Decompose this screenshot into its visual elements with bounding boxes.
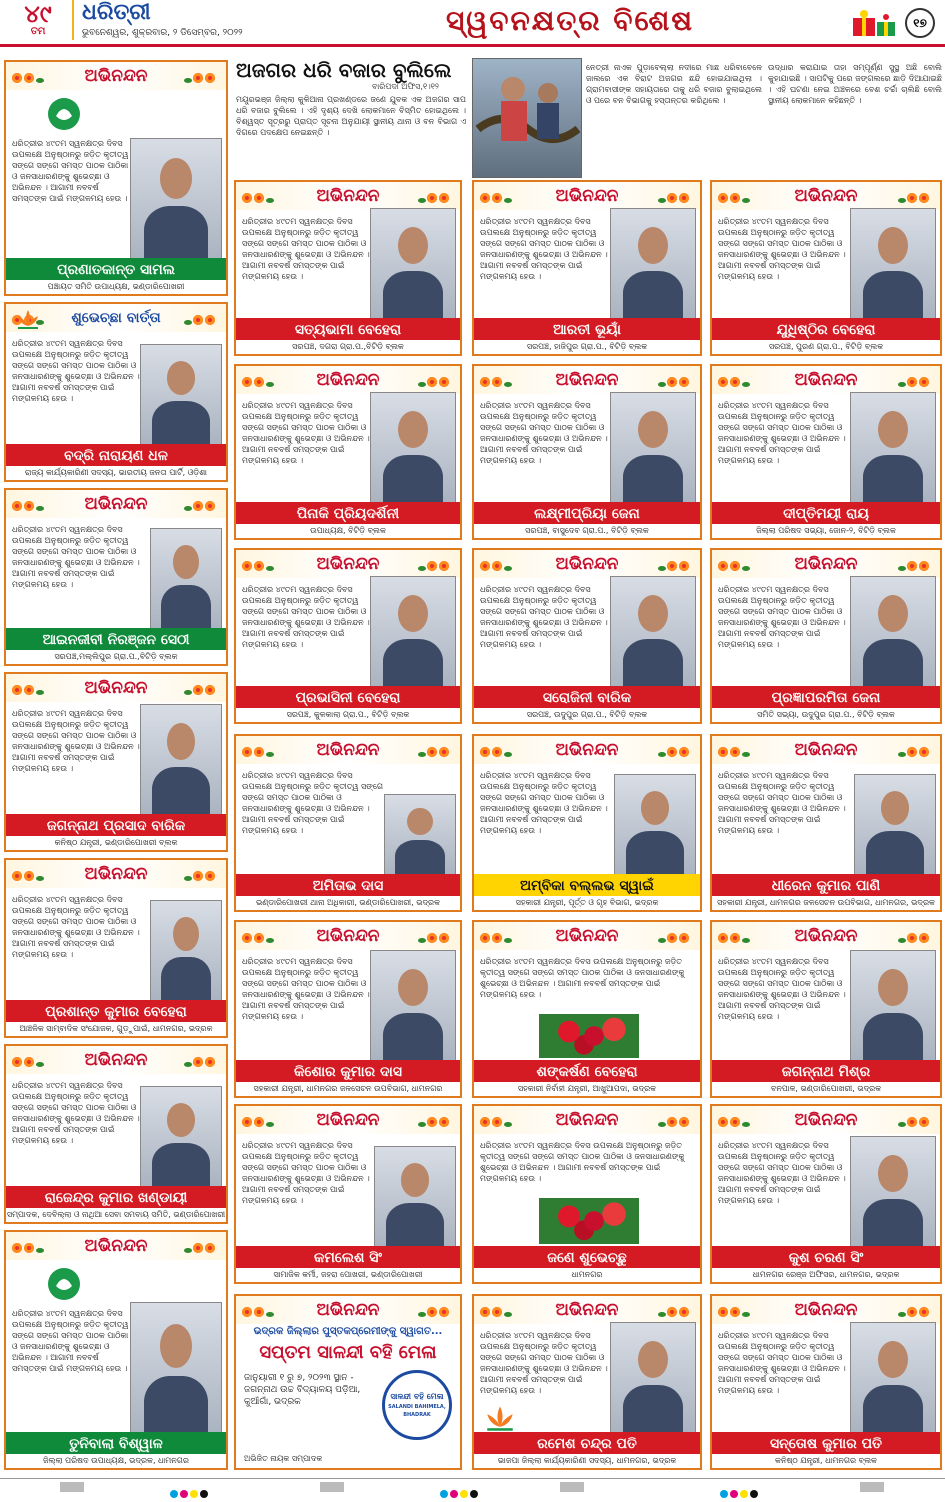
portrait-photo [610, 392, 696, 504]
card-header [474, 922, 700, 950]
flower-icon [242, 928, 278, 944]
greeting-card [472, 364, 702, 540]
flower-icon [480, 1112, 516, 1128]
person-name: ପ୍ରଜ୍ଞାପରମିତା ଜେନା [712, 686, 940, 710]
flower-icon [184, 1052, 220, 1068]
paper-name: ଧରିତ୍ରୀ [82, 0, 151, 25]
fair-title: ସପ୍ତମ ସାଳନ୍ଦୀ ବହି ମେଳା [259, 1342, 437, 1363]
color-registration-mark [720, 1483, 760, 1491]
card-message: ଧରିତ୍ରୀର ୪୯ତମ ସ୍ୱନକ୍ଷତ୍ର ଦିବସ ଉପଲକ୍ଷେ ଅନୁଷ୍ଠାନରୁ ଜଡ଼ିତ କୃତୀତ୍ୱ ସଙ୍ଗେ ସଙ୍ଗେ ସମସ୍ତ ପାଠକ ପାଠିକା ଓ ଜନସାଧାରଣଙ୍କୁ ଶୁଭେଚ୍ଛା ଓ ଅଭିନନ୍ଦନ । ଆଗାମୀ ନବବର୍ଷ ସମସ୍ତଙ୍କ ପାଇଁ ମଙ୍ଗଳମୟ ହେଉ । [12, 339, 140, 403]
person-designation: ଜିଲ୍ଲା ପରିଷଦ ସଭ୍ୟା, ଜୋନ-୨, ବିଟିଡ଼ି ବ୍ଲକ [712, 524, 940, 538]
greeting-card [234, 920, 462, 1098]
card-title: ଅଭିନନ୍ଦନ [794, 370, 858, 390]
flower-icon [12, 680, 48, 696]
flower-icon [184, 680, 220, 696]
card-header [236, 1106, 460, 1134]
portrait-photo [370, 576, 456, 688]
portrait-photo [850, 392, 936, 504]
print-registration-bar [0, 1478, 945, 1495]
card-header [474, 736, 700, 764]
color-registration-mark [170, 1483, 210, 1491]
greeting-card [472, 548, 702, 724]
card-header [236, 182, 460, 210]
news-photo [472, 58, 582, 178]
card-header [474, 366, 700, 394]
portrait-photo [370, 208, 456, 320]
person-designation: ସରପଞ୍ଚ, ହାଜିପୁର ଗ୍ରା.ପ., ବିଟିଡ଼ି ବ୍ଲକ [474, 340, 700, 354]
card-message: ଧରିତ୍ରୀର ୪୯ତମ ସ୍ୱନକ୍ଷତ୍ର ଦିବସ ଉପଲକ୍ଷେ ଅନୁଷ୍ଠାନରୁ ଜଡ଼ିତ କୃତୀତ୍ୱ ସଙ୍ଗେ ସଙ୍ଗେ ସମସ୍ତ ପାଠକ ପାଠିକା ଓ ଜନସାଧାରଣଙ୍କୁ ଶୁଭେଚ୍ଛା ଓ ଅଭିନନ୍ଦନ । ଆଗାମୀ ନବବର୍ଷ ସମସ୍ତଙ୍କ ପାଇଁ ମଙ୍ଗଳମୟ ହେଉ । [12, 1309, 129, 1373]
portrait-photo [140, 704, 222, 816]
portrait-photo [150, 528, 222, 630]
card-message: ଧରିତ୍ରୀର ୪୯ତମ ସ୍ୱନକ୍ଷତ୍ର ଦିବସ ଉପଲକ୍ଷେ ଅନୁଷ୍ଠାନରୁ ଜଡ଼ିତ କୃତୀତ୍ୱ ସଙ୍ଗେ ସଙ୍ଗେ ସମସ୍ତ ପାଠକ ପାଠିକା ଓ ଜନସାଧାରଣଙ୍କୁ ଶୁଭେଚ୍ଛା ଓ ଅଭିନନ୍ଦନ । ଆଗାମୀ ନବବର୍ଷ ସମସ୍ତଙ୍କ ପାଇଁ ମଙ୍ଗଳମୟ ହେଉ । [480, 771, 608, 835]
person-name: ଜଣେ ଶୁଭେଚ୍ଛୁ [474, 1246, 700, 1270]
flower-icon [658, 742, 694, 758]
person-name: କମଲେଶ ସିଂ [236, 1246, 460, 1270]
card-title: ଅଭିନନ୍ଦନ [316, 554, 380, 574]
card-message: ଧରିତ୍ରୀର ୪୯ତମ ସ୍ୱନକ୍ଷତ୍ର ଦିବସ ଉପଲକ୍ଷେ ଅନୁଷ୍ଠାନରୁ ଜଡ଼ିତ କୃତୀତ୍ୱ ସଙ୍ଗେ ସଙ୍ଗେ ସମସ୍ତ ପାଠକ ପାଠିକା ଓ ଜନସାଧାରଣଙ୍କୁ ଶୁଭେଚ୍ଛା ଓ ଅଭିନନ୍ଦନ । ଆଗାମୀ ନବବର୍ଷ ସମସ୍ତଙ୍କ ପାଇଁ ମଙ୍ଗଳମୟ ହେଉ । [718, 957, 846, 1021]
person-name: ପ୍ରଭାସିନୀ ବେହେରା [236, 686, 460, 710]
card-header [474, 1296, 700, 1324]
card-message: ଧରିତ୍ରୀର ୪୯ତମ ସ୍ୱନକ୍ଷତ୍ର ଦିବସ ଉପଲକ୍ଷେ ଅନୁଷ୍ଠାନରୁ ଜଡ଼ିତ କୃତୀତ୍ୱ ସଙ୍ଗେ ସଙ୍ଗେ ସମସ୍ତ ପାଠକ ପାଠିକା ଓ ଜନସାଧାରଣଙ୍କୁ ଶୁଭେଚ୍ଛା ଓ ଅଭିନନ୍ଦନ । ଆଗାମୀ ନବବର୍ଷ ସମସ୍ତଙ୍କ ପାଇଁ ମଙ୍ଗଳମୟ ହେଉ । [242, 217, 370, 281]
greeting-card [4, 488, 228, 666]
card-header [712, 182, 940, 210]
person-designation: ଉପାଧ୍ୟକ୍ଷ, ବିଟିଡ଼ି ବ୍ଲକ [236, 524, 460, 538]
flower-icon [418, 742, 454, 758]
card-header [474, 550, 700, 578]
edition-word: ତମ [30, 26, 46, 37]
edition-number: ୪୯ [24, 0, 52, 28]
card-message: ଧରିତ୍ରୀର ୪୯ତମ ସ୍ୱନକ୍ଷତ୍ର ଦିବସ ଉପଲକ୍ଷେ ଅନୁଷ୍ଠାନରୁ ଜଡ଼ିତ କୃତୀତ୍ୱ ସଙ୍ଗେ ସଙ୍ଗେ ସମସ୍ତ ପାଠକ ପାଠିକା ଓ ଜନସାଧାରଣଙ୍କୁ ଶୁଭେଚ୍ଛା ଓ ଅଭିନନ୍ଦନ । ଆଗାମୀ ନବବର୍ଷ ସମସ୍ତଙ୍କ ପାଇଁ ମଙ୍ଗଳମୟ ହେଉ । [480, 1141, 685, 1183]
masthead [0, 0, 945, 47]
page-number: ୧୭ [905, 8, 935, 38]
rose-bouquet-icon [539, 1198, 639, 1244]
flower-icon [480, 372, 516, 388]
person-designation: ସହକାରୀ ନିର୍ବାହୀ ଯନ୍ତ୍ରୀ, ଆଖୁଆପଦା, ଭଦ୍ରକ [474, 1082, 700, 1096]
person-name: ଶଙ୍କର୍ଷଣ ବେହେରା [474, 1060, 700, 1084]
person-name: ଅମିତାଭ ଦାସ [236, 874, 460, 898]
card-header [6, 1046, 226, 1074]
news-body-col3: ଉଦ୍ଧାର କରାଯାଇ ତାହା ସମ୍ପୂର୍ଣ୍ଣ ସୁସ୍ଥ ଅଛି ବୋଲି କୁହାଯାଇଛି । ସାପଟିକୁ ପରେ ଜଙ୍ଗଲରେ ଛାଡ଼ି ଦିଆଯାଇଛି । ଏହି ଘଟଣା ନେଇ ଅଞ୍ଚଳରେ ବେଶ ଚର୍ଚ୍ଚା ଚାଲିଛି ବୋଲି ସ୍ଥାନୀୟ ଲୋକମାନେ କହିଛନ୍ତି । [768, 63, 942, 105]
person-name: ଅମ୍ବିକା ବଲ୍ଲଭ ସ୍ୱାଇଁ [474, 874, 700, 898]
flower-icon [718, 372, 754, 388]
card-header [712, 366, 940, 394]
flower-icon [12, 866, 48, 882]
flower-icon [718, 742, 754, 758]
flower-icon [418, 1112, 454, 1128]
card-title: ଅଭିନନ୍ଦନ [84, 1050, 148, 1070]
portrait-photo [850, 1136, 936, 1248]
card-title: ଅଭିନନ୍ଦନ [794, 1300, 858, 1320]
person-designation: ସହକାରୀ ଯନ୍ତ୍ରୀ, ଧାମନଗର ଜଳସେଚନ ଉପବିଭାଗ, ଧାମନଗର [236, 1082, 460, 1096]
card-title: ଅଭିନନ୍ଦନ [84, 494, 148, 514]
card-message: ଧରିତ୍ରୀର ୪୯ତମ ସ୍ୱନକ୍ଷତ୍ର ଦିବସ ଉପଲକ୍ଷେ ଅନୁଷ୍ଠାନରୁ ଜଡ଼ିତ କୃତୀତ୍ୱ ସଙ୍ଗେ ସଙ୍ଗେ ସମସ୍ତ ପାଠକ ପାଠିକା ଓ ଜନସାଧାରଣଙ୍କୁ ଶୁଭେଚ୍ଛା ଓ ଅଭିନନ୍ଦନ । ଆଗାମୀ ନବବର୍ଷ ସମସ୍ତଙ୍କ ପାଇଁ ମଙ୍ଗଳମୟ ହେଉ । [480, 217, 608, 281]
portrait-photo [370, 950, 456, 1062]
flower-icon [718, 1112, 754, 1128]
portrait-photo [610, 576, 696, 688]
person-name: ଦୀପ୍ତିମୟୀ ରାୟ [712, 502, 940, 526]
flower-icon [658, 928, 694, 944]
card-header [236, 366, 460, 394]
person-designation: ସରପଞ୍ଚ,ମଲ୍ଲିପୁର ଗ୍ରା.ପ.,ବିଟିଡ଼ି ବ୍ଲକ [6, 650, 226, 664]
snake-photo-icon [473, 59, 581, 177]
person-name: ରମେଶ ଚନ୍ଦ୍ର ପତି [474, 1432, 700, 1456]
person-designation: ଧାମନଗର ରେଞ୍ଜ ଅଫିସର, ଧାମନଗର, ଭଦ୍ରକ [712, 1268, 940, 1282]
portrait-photo [850, 1322, 936, 1434]
grey-swatch [560, 1482, 584, 1492]
book-fair-logo [382, 1370, 452, 1440]
flower-icon [658, 1112, 694, 1128]
flower-icon [898, 372, 934, 388]
person-designation: ଭଣ୍ଡାରିପୋଖରୀ ଥାନା ଅଧିକାରୀ, ଭଣ୍ଡାରିପୋଖରୀ, ଭଦ୍ରକ [236, 896, 460, 910]
greeting-card [4, 858, 228, 1038]
portrait-photo [850, 950, 936, 1062]
greeting-card [4, 1044, 228, 1224]
flower-icon [12, 1238, 48, 1254]
card-header [712, 1106, 940, 1134]
person-name: ଜଗନ୍ନାଥ ମିଶ୍ର [712, 1060, 940, 1084]
card-header [236, 550, 460, 578]
greeting-card [234, 180, 462, 356]
card-header [712, 736, 940, 764]
logo-text: ସାଳନ୍ଦୀ ବହି ମେଳା [390, 1392, 444, 1401]
date-line: ଭୁବନେଶ୍ୱର, ଶୁକ୍ରବାର, ୨ ଡିସେମ୍ବର, ୨୦୨୨ [82, 28, 243, 38]
card-title: ଅଭିନନ୍ଦନ [794, 926, 858, 946]
card-title: ଅଭିନନ୍ଦନ [316, 1110, 380, 1130]
card-title: ଅଭିନନ୍ଦନ [555, 1300, 619, 1320]
flower-icon [242, 1302, 278, 1318]
person-designation: ସମିତି ସଭ୍ୟା, ଉଦୁପୁର ଗ୍ରା.ପ., ବିଟିଡ଼ି ବ୍ଲକ [712, 708, 940, 722]
card-message: ଧରିତ୍ରୀର ୪୯ତମ ସ୍ୱନକ୍ଷତ୍ର ଦିବସ ଉପଲକ୍ଷେ ଅନୁଷ୍ଠାନରୁ ଜଡ଼ିତ କୃତୀତ୍ୱ ସଙ୍ଗେ ସଙ୍ଗେ ସମସ୍ତ ପାଠକ ପାଠିକା ଓ ଜନସାଧାରଣଙ୍କୁ ଶୁଭେଚ୍ଛା ଓ ଅଭିନନ୍ଦନ । ଆଗାମୀ ନବବର୍ଷ ସମସ୍ତଙ୍କ ପାଇଁ ମଙ୍ଗଳମୟ ହେଉ । [480, 957, 685, 999]
card-message: ଧରିତ୍ରୀର ୪୯ତମ ସ୍ୱନକ୍ଷତ୍ର ଦିବସ ଉପଲକ୍ଷେ ଅନୁଷ୍ଠାନରୁ ଜଡ଼ିତ କୃତୀତ୍ୱ ସଙ୍ଗେ ସଙ୍ଗେ ସମସ୍ତ ପାଠକ ପାଠିକା ଓ ଜନସାଧାରଣଙ୍କୁ ଶୁଭେଚ୍ଛା ଓ ଅଭିନନ୍ଦନ । ଆଗାମୀ ନବବର୍ଷ ସମସ୍ତଙ୍କ ପାଇଁ ମଙ୍ଗଳମୟ ହେଉ । [480, 585, 608, 649]
card-message: ଧରିତ୍ରୀର ୪୯ତମ ସ୍ୱନକ୍ଷତ୍ର ଦିବସ ଉପଲକ୍ଷେ ଅନୁଷ୍ଠାନରୁ ଜଡ଼ିତ କୃତୀତ୍ୱ ସଙ୍ଗେ ସଙ୍ଗେ ସମସ୍ତ ପାଠକ ପାଠିକା ଓ ଜନସାଧାରଣଙ୍କୁ ଶୁଭେଚ୍ଛା ଓ ଅଭିନନ୍ଦନ । ଆଗାମୀ ନବବର୍ଷ ସମସ୍ତଙ୍କ ପାଇଁ ମଙ୍ଗଳମୟ ହେଉ । [242, 585, 370, 649]
flower-icon [898, 556, 934, 572]
grey-swatch [320, 1482, 344, 1492]
person-name: ପ୍ରଶାନ୍ତ କୁମାର ବେହେରା [6, 1000, 226, 1024]
flower-icon [718, 928, 754, 944]
card-title: ଅଭିନନ୍ଦନ [316, 186, 380, 206]
card-title: ଅଭିନନ୍ଦନ [555, 926, 619, 946]
greeting-card [472, 1104, 702, 1284]
portrait-photo [610, 1322, 696, 1434]
portrait-photo [384, 794, 456, 876]
card-message: ଧରିତ୍ରୀର ୪୯ତମ ସ୍ୱନକ୍ଷତ୍ର ଦିବସ ଉପଲକ୍ଷେ ଅନୁଷ୍ଠାନରୁ ଜଡ଼ିତ କୃତୀତ୍ୱ ସଙ୍ଗେ ସଙ୍ଗେ ସମସ୍ତ ପାଠକ ପାଠିକା ଓ ଜନସାଧାରଣଙ୍କୁ ଶୁଭେଚ୍ଛା ଓ ଅଭିନନ୍ଦନ । ଆଗାମୀ ନବବର୍ଷ ସମସ୍ତଙ୍କ ପାଇଁ ମଙ୍ଗଳମୟ ହେଉ । [12, 895, 140, 959]
person-name: ସତ୍ୟଭାମା ବେହେରା [236, 318, 460, 342]
flower-icon [418, 372, 454, 388]
person-name: ଯୁଧିଷ୍ଠିର ବେହେରା [712, 318, 940, 342]
logo-subtext: SALANDI BAHIMELA, BHADRAK [388, 1404, 446, 1418]
greeting-card [234, 548, 462, 724]
grey-swatch [60, 1482, 84, 1492]
card-message: ଧରିତ୍ରୀର ୪୯ତମ ସ୍ୱନକ୍ଷତ୍ର ଦିବସ ଉପଲକ୍ଷେ ଅନୁଷ୍ଠାନରୁ ଜଡ଼ିତ କୃତୀତ୍ୱ ସଙ୍ଗେ ସଙ୍ଗେ ସମସ୍ତ ପାଠକ ପାଠିକା ଓ ଜନସାଧାରଣଙ୍କୁ ଶୁଭେଚ୍ଛା ଓ ଅଭିନନ୍ଦନ । ଆଗାମୀ ନବବର୍ଷ ସମସ୍ତଙ୍କ ପାଇଁ ମଙ୍ଗଳମୟ ହେଉ । [12, 1081, 140, 1145]
card-title: ଅଭିନନ୍ଦନ [794, 554, 858, 574]
flower-icon [658, 188, 694, 204]
flower-icon [480, 742, 516, 758]
card-header [474, 1106, 700, 1134]
greeting-card [472, 1294, 702, 1470]
portrait-photo [140, 1086, 222, 1188]
flower-icon [242, 556, 278, 572]
person-designation: ସାମାଜିକ କର୍ମୀ, ଜହରା ପୋଖରୀ, ଭଣ୍ଡାରିପୋଖରୀ [236, 1268, 460, 1282]
flower-icon [480, 1302, 516, 1318]
person-name: ଆରତୀ ଭୂୟାଁ [474, 318, 700, 342]
flower-icon [184, 310, 220, 326]
flower-icon [480, 556, 516, 572]
flower-icon [242, 372, 278, 388]
person-name: ସରୋଜିନୀ ବାରିକ [474, 686, 700, 710]
card-title: ଅଭିନନ୍ଦନ [794, 740, 858, 760]
person-name: ସନ୍ତୋଷ କୁମାର ପତି [712, 1432, 940, 1456]
person-designation: ପଞ୍ଚାୟତ ସମିତି ଉପାଧ୍ୟକ୍ଷ, ଭଣ୍ଡାରିପୋଖରୀ [6, 280, 226, 294]
news-dateline: ବାରିପଦା ଅଫିସ,୧।୧୨ [372, 82, 439, 91]
news-headline: ଅଜଗର ଧରି ବଜାର ବୁଲିଲେ [236, 58, 452, 82]
card-message: ଧରିତ୍ରୀର ୪୯ତମ ସ୍ୱନକ୍ଷତ୍ର ଦିବସ ଉପଲକ୍ଷେ ଅନୁଷ୍ଠାନରୁ ଜଡ଼ିତ କୃତୀତ୍ୱ ସଙ୍ଗେ ସଙ୍ଗେ ସମସ୍ତ ପାଠକ ପାଠିକା ଓ ଜନସାଧାରଣଙ୍କୁ ଶୁଭେଚ୍ଛା ଓ ଅଭିନନ୍ଦନ । ଆଗାମୀ ନବବର୍ଷ ସମସ୍ତଙ୍କ ପାଇଁ ମଙ୍ଗଳମୟ ହେଉ । [12, 709, 140, 773]
flower-icon [658, 556, 694, 572]
person-name: ବଦ୍ରି ନାରାୟଣ ଧଳ [6, 444, 226, 468]
greeting-card [710, 548, 942, 724]
portrait-photo [150, 900, 222, 1002]
greeting-card [4, 1230, 228, 1470]
rose-bouquet-icon [539, 1014, 639, 1058]
card-title: ଅଭିନନ୍ଦନ [316, 370, 380, 390]
conch-logo-icon [46, 96, 82, 132]
greeting-card [4, 672, 228, 852]
card-header [6, 1232, 226, 1260]
card-header [712, 1296, 940, 1324]
card-title: ଅଭିନନ୍ଦନ [555, 1110, 619, 1130]
person-designation: ସହକାରୀ ଯନ୍ତ୍ରୀ, ଧାମନଗର ଜଳସେଚନ ଉପବିଭାଗ, ଧାମନଗର, ଭଦ୍ରକ [712, 896, 940, 910]
card-title: ଅଭିନନ୍ଦନ [794, 1110, 858, 1130]
flower-icon [184, 496, 220, 512]
card-title: ଅଭିନନ୍ଦନ [555, 740, 619, 760]
greeting-card [4, 302, 228, 482]
person-designation: ଆଞ୍ଚଳିକ ସାମ୍ବାଦିକ ସଂଯୋଜକ, ଗୁଡ଼ୁପାଇଁ, ଧାମନଗର, ଭଦ୍ରକ [6, 1022, 226, 1036]
person-designation: ସହକାରୀ ଯନ୍ତ୍ରୀ, ପୂର୍ତ୍ତ ଓ ଗୃହ ବିଭାଗ, ଭଦ୍ରକ [474, 896, 700, 910]
greeting-card [472, 920, 702, 1098]
person-designation: ଭାଜପା ଜିଲ୍ଲା କାର୍ଯ୍ୟକାରିଣୀ ସଦସ୍ୟ, ଧାମନଗର, ଭଦ୍ରକ [474, 1454, 700, 1468]
card-title: ଅଭିନନ୍ଦନ [84, 66, 148, 86]
person-designation: କନିଷ୍ଠ ଯନ୍ତ୍ରୀ, ଧାମନଗର ବ୍ଲକ [712, 1454, 940, 1468]
person-name: ଜଗନ୍ନାଥ ପ୍ରସାଦ ବାରିକ [6, 814, 226, 838]
person-designation: କନିଷ୍ଠ ଯନ୍ତ୍ରୀ, ଭଣ୍ଡାରିପୋଖରୀ ବ୍ଲକ [6, 836, 226, 850]
card-message: ଧରିତ୍ରୀର ୪୯ତମ ସ୍ୱନକ୍ଷତ୍ର ଦିବସ ଉପଲକ୍ଷେ ଅନୁଷ୍ଠାନରୁ ଜଡ଼ିତ କୃତୀତ୍ୱ ସଙ୍ଗେ ସଙ୍ଗେ ସମସ୍ତ ପାଠକ ପାଠିକା ଓ ଜନସାଧାରଣଙ୍କୁ ଶୁଭେଚ୍ଛା ଓ ଅଭିନନ୍ଦନ । ଆଗାମୀ ନବବର୍ଷ ସମସ୍ତଙ୍କ ପାଇଁ ମଙ୍ଗଳମୟ ହେଉ । [718, 1331, 846, 1395]
greeting-card [710, 1104, 942, 1284]
book-fair-ad [234, 1294, 462, 1470]
greeting-card [4, 60, 228, 296]
person-name: ଲକ୍ଷ୍ମୀପ୍ରିୟା ଜେନା [474, 502, 700, 526]
person-designation: ବନପାଳ, ଭଣ୍ଡାରିପୋଖରୀ, ଭଦ୍ରକ [712, 1082, 940, 1096]
card-title: ଅଭିନନ୍ଦନ [794, 186, 858, 206]
greeting-card [234, 1104, 462, 1284]
person-name: କିଶୋର କୁମାର ଦାସ [236, 1060, 460, 1084]
flower-icon [898, 1302, 934, 1318]
flower-icon [418, 188, 454, 204]
card-message: ଧରିତ୍ରୀର ୪୯ତମ ସ୍ୱନକ୍ଷତ୍ର ଦିବସ ଉପଲକ୍ଷେ ଅନୁଷ୍ଠାନରୁ ଜଡ଼ିତ କୃତୀତ୍ୱ ସଙ୍ଗେ ସଙ୍ଗେ ସମସ୍ତ ପାଠକ ପାଠିକା ଓ ଜନସାଧାରଣଙ୍କୁ ଶୁଭେଚ୍ଛା ଓ ଅଭିନନ୍ଦନ । ଆଗାମୀ ନବବର୍ଷ ସମସ୍ତଙ୍କ ପାଇଁ ମଙ୍ଗଳମୟ ହେଉ । [480, 401, 608, 465]
card-header [236, 736, 460, 764]
greeting-card [710, 734, 942, 912]
flower-icon [418, 556, 454, 572]
person-name: ଆଇନଜୀବୀ ନିରଞ୍ଜନ ସେଠୀ [6, 628, 226, 652]
card-header [6, 62, 226, 90]
card-title: ଅଭିନନ୍ଦନ [316, 1300, 380, 1320]
portrait-photo [610, 208, 696, 320]
lotus-logo-icon [14, 308, 42, 330]
card-title: ଅଭିନନ୍ଦନ [316, 926, 380, 946]
fair-footer: ଅଭିଜିତ ନାୟକ ସମ୍ପାଦକ [244, 1454, 323, 1463]
person-designation: ସରପଞ୍ଚ, ବାସୁଦେବ ଗ୍ରା.ପ., ବିଟିଡ଼ି ବ୍ଲକ [474, 524, 700, 538]
person-designation: ଜିଲ୍ଲା ପରିଷଦ ଉପାଧ୍ୟକ୍ଷ, ଭଦ୍ରକ, ଧାମନଗର [6, 1454, 226, 1468]
flower-icon [242, 1112, 278, 1128]
card-message: ଧରିତ୍ରୀର ୪୯ତମ ସ୍ୱନକ୍ଷତ୍ର ଦିବସ ଉପଲକ୍ଷେ ଅନୁଷ୍ଠାନରୁ ଜଡ଼ିତ କୃତୀତ୍ୱ ସଙ୍ଗେ ସଙ୍ଗେ ସମସ୍ତ ପାଠକ ପାଠିକା ଓ ଜନସାଧାରଣଙ୍କୁ ଶୁଭେଚ୍ଛା ଓ ଅଭିନନ୍ଦନ । ଆଗାମୀ ନବବର୍ଷ ସମସ୍ତଙ୍କ ପାଇଁ ମଙ୍ଗଳମୟ ହେଉ । [12, 139, 129, 203]
flower-icon [658, 1302, 694, 1318]
portrait-photo [854, 774, 936, 876]
card-message: ଧରିତ୍ରୀର ୪୯ତମ ସ୍ୱନକ୍ଷତ୍ର ଦିବସ ଉପଲକ୍ଷେ ଅନୁଷ୍ଠାନରୁ ଜଡ଼ିତ କୃତୀତ୍ୱ ସଙ୍ଗେ ସଙ୍ଗେ ସମସ୍ତ ପାଠକ ପାଠିକା ଓ ଜନସାଧାରଣଙ୍କୁ ଶୁଭେଚ୍ଛା ଓ ଅଭିନନ୍ଦନ । ଆଗାମୀ ନବବର୍ଷ ସମସ୍ତଙ୍କ ପାଇଁ ମଙ୍ଗଳମୟ ହେଉ । [718, 1141, 846, 1205]
flower-icon [12, 68, 48, 84]
portrait-photo [850, 576, 936, 688]
person-name: ପିନାକି ପ୍ରିୟଦର୍ଶିନୀ [236, 502, 460, 526]
greeting-card [710, 1294, 942, 1470]
flower-icon [718, 556, 754, 572]
page-title: ସ୍ୱବନକ୍ଷତ୍ର ବିଶେଷ [446, 4, 694, 37]
person-name: ଧୀରେନ କୁମାର ପାଣି [712, 874, 940, 898]
news-body-col1: ମୟୂରଭଞ୍ଜ ଜିଲ୍ଲା କୁଳିଆନା ପ୍ରଖଣ୍ଡରେ ଜଣେ ଯୁବକ ଏକ ଅଜଗର ସାପ ଧରି ବଜାର ବୁଲିଲେ । ଏହି ଦୃଶ୍ୟ ଦେଖି ଲୋକମାନେ ବିସ୍ମିତ ହୋଇଥିଲେ । ବିଶ୍ୱସ୍ତ ସୂତ୍ରରୁ ପ୍ରାପ୍ତ ସୂଚନା ଅନୁଯାୟୀ ସ୍ଥାନୀୟ ଥାନା ଓ ବନ ବିଭାଗ ଏ ଦିଗରେ ପଦକ୍ଷେପ ନେଇଛନ୍ତି । [236, 95, 466, 137]
person-designation: ରାଜ୍ୟ କାର୍ଯ୍ୟକାରିଣୀ ସଦସ୍ୟ, ଭାରତୀୟ ଜନତା ପାର୍ଟି, ଓଡ଼ିଶା [6, 466, 226, 480]
card-header [712, 550, 940, 578]
portrait-photo [370, 392, 456, 504]
greeting-card [710, 364, 942, 540]
gift-box-icon [849, 6, 899, 38]
greeting-card [710, 180, 942, 356]
portrait-photo [614, 774, 696, 876]
portrait-photo [374, 1146, 456, 1248]
flower-icon [480, 928, 516, 944]
person-designation: ସରପଞ୍ଚ, ପୁରଣ ଗ୍ରା.ପ., ବିଟିଡ଼ି ବ୍ଲକ [712, 340, 940, 354]
card-title: ଅଭିନନ୍ଦନ [555, 370, 619, 390]
flower-icon [718, 1302, 754, 1318]
color-registration-mark [440, 1483, 480, 1491]
paper-logo [72, 0, 304, 40]
greeting-card [234, 364, 462, 540]
flower-icon [184, 1238, 220, 1254]
news-article [232, 58, 944, 176]
person-designation: ସରପଞ୍ଚ, ଉଦୁପୁର ଗ୍ରା.ପ., ବିଟିଡ଼ି ବ୍ଲକ [474, 708, 700, 722]
flower-icon [12, 1052, 48, 1068]
card-title: ଅଭିନନ୍ଦନ [316, 740, 380, 760]
card-title: ଅଭିନନ୍ଦନ [84, 1236, 148, 1256]
flower-icon [184, 68, 220, 84]
flower-icon [898, 188, 934, 204]
person-designation: ଧାମନଗର [474, 1268, 700, 1282]
flower-icon [718, 188, 754, 204]
greeting-card [472, 180, 702, 356]
person-name: କୁଶ ଚରଣ ସିଂ [712, 1246, 940, 1270]
card-header [236, 1296, 460, 1324]
card-message: ଧରିତ୍ରୀର ୪୯ତମ ସ୍ୱନକ୍ଷତ୍ର ଦିବସ ଉପଲକ୍ଷେ ଅନୁଷ୍ଠାନରୁ ଜଡ଼ିତ କୃତୀତ୍ୱ ସଙ୍ଗେ ସଙ୍ଗେ ସମସ୍ତ ପାଠକ ପାଠିକା ଓ ଜନସାଧାରଣଙ୍କୁ ଶୁଭେଚ୍ଛା ଓ ଅଭିନନ୍ଦନ । ଆଗାମୀ ନବବର୍ଷ ସମସ୍ତଙ୍କ ପାଇଁ ମଙ୍ଗଳମୟ ହେଉ । [242, 957, 370, 1021]
flower-icon [418, 1302, 454, 1318]
greeting-card [472, 734, 702, 912]
flower-icon [184, 866, 220, 882]
card-message: ଧରିତ୍ରୀର ୪୯ତମ ସ୍ୱନକ୍ଷତ୍ର ଦିବସ ଉପଲକ୍ଷେ ଅନୁଷ୍ଠାନରୁ ଜଡ଼ିତ କୃତୀତ୍ୱ ସଙ୍ଗେ ସଙ୍ଗେ ସମସ୍ତ ପାଠକ ପାଠିକା ଓ ଜନସାଧାରଣଙ୍କୁ ଶୁଭେଚ୍ଛା ଓ ଅଭିନନ୍ଦନ । ଆଗାମୀ ନବବର୍ଷ ସମସ୍ତଙ୍କ ପାଇଁ ମଙ୍ଗଳମୟ ହେଉ । [242, 771, 383, 835]
card-message: ଧରିତ୍ରୀର ୪୯ତମ ସ୍ୱନକ୍ଷତ୍ର ଦିବସ ଉପଲକ୍ଷେ ଅନୁଷ୍ଠାନରୁ ଜଡ଼ିତ କୃତୀତ୍ୱ ସଙ୍ଗେ ସଙ୍ଗେ ସମସ୍ତ ପାଠକ ପାଠିକା ଓ ଜନସାଧାରଣଙ୍କୁ ଶୁଭେଚ୍ଛା ଓ ଅଭିନନ୍ଦନ । ଆଗାମୀ ନବବର୍ଷ ସମସ୍ତଙ୍କ ପାଇଁ ମଙ୍ଗଳମୟ ହେଉ । [718, 217, 846, 281]
greeting-card [234, 734, 462, 912]
portrait-photo [140, 344, 222, 446]
flower-icon [418, 928, 454, 944]
fair-invite: ଭଦ୍ରକ ଜିଲ୍ଲାର ପୁସ୍ତକପ୍ରେମୀଙ୍କୁ ସ୍ୱାଗତ... [253, 1326, 443, 1337]
card-header [236, 922, 460, 950]
card-header [712, 922, 940, 950]
card-message: ଧରିତ୍ରୀର ୪୯ତମ ସ୍ୱନକ୍ଷତ୍ର ଦିବସ ଉପଲକ୍ଷେ ଅନୁଷ୍ଠାନରୁ ଜଡ଼ିତ କୃତୀତ୍ୱ ସଙ୍ଗେ ସଙ୍ଗେ ସମସ୍ତ ପାଠକ ପାଠିକା ଓ ଜନସାଧାରଣଙ୍କୁ ଶୁଭେଚ୍ଛା ଓ ଅଭିନନ୍ଦନ । ଆଗାମୀ ନବବର୍ଷ ସମସ୍ତଙ୍କ ପାଇଁ ମଙ୍ଗଳମୟ ହେଉ । [480, 1331, 608, 1395]
greeting-card [710, 920, 942, 1098]
edition-badge [8, 2, 68, 40]
person-designation: ସରପଞ୍ଚ, କୁଳକାଲା ଗ୍ରା.ପ., ବିଟିଡ଼ି ବ୍ଲକ [236, 708, 460, 722]
card-title: ଶୁଭେଚ୍ଛା ବାର୍ତ୍ତା [71, 310, 161, 326]
flower-icon [898, 1112, 934, 1128]
card-title: ଅଭିନନ୍ଦନ [84, 678, 148, 698]
person-name: ତୁନିବାଲା ବିଶ୍ୱାଳ [6, 1432, 226, 1456]
card-message: ଧରିତ୍ରୀର ୪୯ତମ ସ୍ୱନକ୍ଷତ୍ର ଦିବସ ଉପଲକ୍ଷେ ଅନୁଷ୍ଠାନରୁ ଜଡ଼ିତ କୃତୀତ୍ୱ ସଙ୍ଗେ ସଙ୍ଗେ ସମସ୍ତ ପାଠକ ପାଠିକା ଓ ଜନସାଧାରଣଙ୍କୁ ଶୁଭେଚ୍ଛା ଓ ଅଭିନନ୍ଦନ । ଆଗାମୀ ନବବର୍ଷ ସମସ୍ତଙ୍କ ପାଇଁ ମଙ୍ଗଳମୟ ହେଉ । [718, 585, 846, 649]
person-name: ପ୍ରଣାତକାନ୍ତ ସାମଲ [6, 258, 226, 282]
card-title: ଅଭିନନ୍ଦନ [555, 554, 619, 574]
card-title: ଅଭିନନ୍ଦନ [555, 186, 619, 206]
card-message: ଧରିତ୍ରୀର ୪୯ତମ ସ୍ୱନକ୍ଷତ୍ର ଦିବସ ଉପଲକ୍ଷେ ଅନୁଷ୍ଠାନରୁ ଜଡ଼ିତ କୃତୀତ୍ୱ ସଙ୍ଗେ ସଙ୍ଗେ ସମସ୍ତ ପାଠକ ପାଠିକା ଓ ଜନସାଧାରଣଙ୍କୁ ଶୁଭେଚ୍ଛା ଓ ଅଭିନନ୍ଦନ । ଆଗାମୀ ନବବର୍ଷ ସମସ୍ତଙ୍କ ପାଇଁ ମଙ୍ଗଳମୟ ହେଉ । [718, 771, 846, 835]
card-header [6, 674, 226, 702]
card-message: ଧରିତ୍ରୀର ୪୯ତମ ସ୍ୱନକ୍ଷତ୍ର ଦିବସ ଉପଲକ୍ଷେ ଅନୁଷ୍ଠାନରୁ ଜଡ଼ିତ କୃତୀତ୍ୱ ସଙ୍ଗେ ସଙ୍ଗେ ସମସ୍ତ ପାଠକ ପାଠିକା ଓ ଜନସାଧାରଣଙ୍କୁ ଶୁଭେଚ୍ଛା ଓ ଅଭିନନ୍ଦନ । ଆଗାମୀ ନବବର୍ଷ ସମସ୍ତଙ୍କ ପାଇଁ ମଙ୍ଗଳମୟ ହେଉ । [242, 401, 370, 465]
grey-swatch [860, 1482, 884, 1492]
card-message: ଧରିତ୍ରୀର ୪୯ତମ ସ୍ୱନକ୍ଷତ୍ର ଦିବସ ଉପଲକ୍ଷେ ଅନୁଷ୍ଠାନରୁ ଜଡ଼ିତ କୃତୀତ୍ୱ ସଙ୍ଗେ ସଙ୍ଗେ ସମସ୍ତ ପାଠକ ପାଠିକା ଓ ଜନସାଧାରଣଙ୍କୁ ଶୁଭେଚ୍ଛା ଓ ଅଭିନନ୍ଦନ । ଆଗାମୀ ନବବର୍ଷ ସମସ୍ତଙ୍କ ପାଇଁ ମଙ୍ଗଳମୟ ହେଉ । [718, 401, 846, 465]
person-name: ରାଜେନ୍ଦ୍ର କୁମାର ଖଣ୍ଡାୟୀ [6, 1186, 226, 1210]
portrait-photo [130, 1302, 222, 1434]
person-designation: ସରପଞ୍ଚ, ଦଗରା ଗ୍ରା.ପ.,ବିଟିଡ଼ି ବ୍ଲକ [236, 340, 460, 354]
card-message: ଧରିତ୍ରୀର ୪୯ତମ ସ୍ୱନକ୍ଷତ୍ର ଦିବସ ଉପଲକ୍ଷେ ଅନୁଷ୍ଠାନରୁ ଜଡ଼ିତ କୃତୀତ୍ୱ ସଙ୍ଗେ ସଙ୍ଗେ ସମସ୍ତ ପାଠକ ପାଠିକା ଓ ଜନସାଧାରଣଙ୍କୁ ଶୁଭେଚ୍ଛା ଓ ଅଭିନନ୍ଦନ । ଆଗାମୀ ନବବର୍ଷ ସମସ୍ତଙ୍କ ପାଇଁ ମଙ୍ଗଳମୟ ହେଉ । [12, 525, 140, 589]
flower-icon [242, 188, 278, 204]
portrait-photo [130, 138, 222, 260]
flower-icon [658, 372, 694, 388]
card-header [6, 860, 226, 888]
conch-logo-icon [46, 1266, 82, 1302]
flower-icon [242, 742, 278, 758]
portrait-photo [850, 208, 936, 320]
flower-icon [898, 742, 934, 758]
card-message: ଧରିତ୍ରୀର ୪୯ତମ ସ୍ୱନକ୍ଷତ୍ର ଦିବସ ଉପଲକ୍ଷେ ଅନୁଷ୍ଠାନରୁ ଜଡ଼ିତ କୃତୀତ୍ୱ ସଙ୍ଗେ ସଙ୍ଗେ ସମସ୍ତ ପାଠକ ପାଠିକା ଓ ଜନସାଧାରଣଙ୍କୁ ଶୁଭେଚ୍ଛା ଓ ଅଭିନନ୍ଦନ । ଆଗାମୀ ନବବର୍ଷ ସମସ୍ତଙ୍କ ପାଇଁ ମଙ୍ଗଳମୟ ହେଉ । [242, 1141, 370, 1205]
card-header [474, 182, 700, 210]
card-title: ଅଭିନନ୍ଦନ [84, 864, 148, 884]
flower-icon [12, 496, 48, 512]
flower-icon [480, 188, 516, 204]
fair-details: ଜାନୁୟାରୀ ୧ ରୁ ୭, ୨୦୨୩ ସ୍ଥାନ - ଜଗନ୍ନାଥ ଉଚ୍ଚ ବିଦ୍ୟାଳୟ ପଡ଼ିଆ, କୁଆଁଗାଁ, ଭଦ୍ରକ [244, 1373, 361, 1407]
news-body-col2: ନେତ୍ରୀ ନାଏକ ପୁଡ଼ାବେଲ୍ଲା ନଦୀରେ ମାଛ ଧରିବାବେଳେ ଜାଲରେ ଏକ ବିରାଟ ଅଜଗର ଛନ୍ଦି ହୋଇଯାଇଥିଲା । ଗ୍ରାମବାସୀଙ୍କ ସହାୟତାରେ ତାକୁ ଧରି ବଜାର ବୁଲାଇଥିଲେ ଓ ପରେ ବନ ବିଭାଗକୁ ହସ୍ତାନ୍ତର କରିଥିଲେ । [586, 63, 762, 105]
flower-icon [898, 928, 934, 944]
person-designation: ସମ୍ପାଦକ, ଦେବିଲ୍ଲା ଓ ନାଥିଆ ସେବା ସମବାୟ ସମିତି, ଭଣ୍ଡାରିପୋଖରୀ [6, 1208, 226, 1222]
card-header [6, 490, 226, 518]
